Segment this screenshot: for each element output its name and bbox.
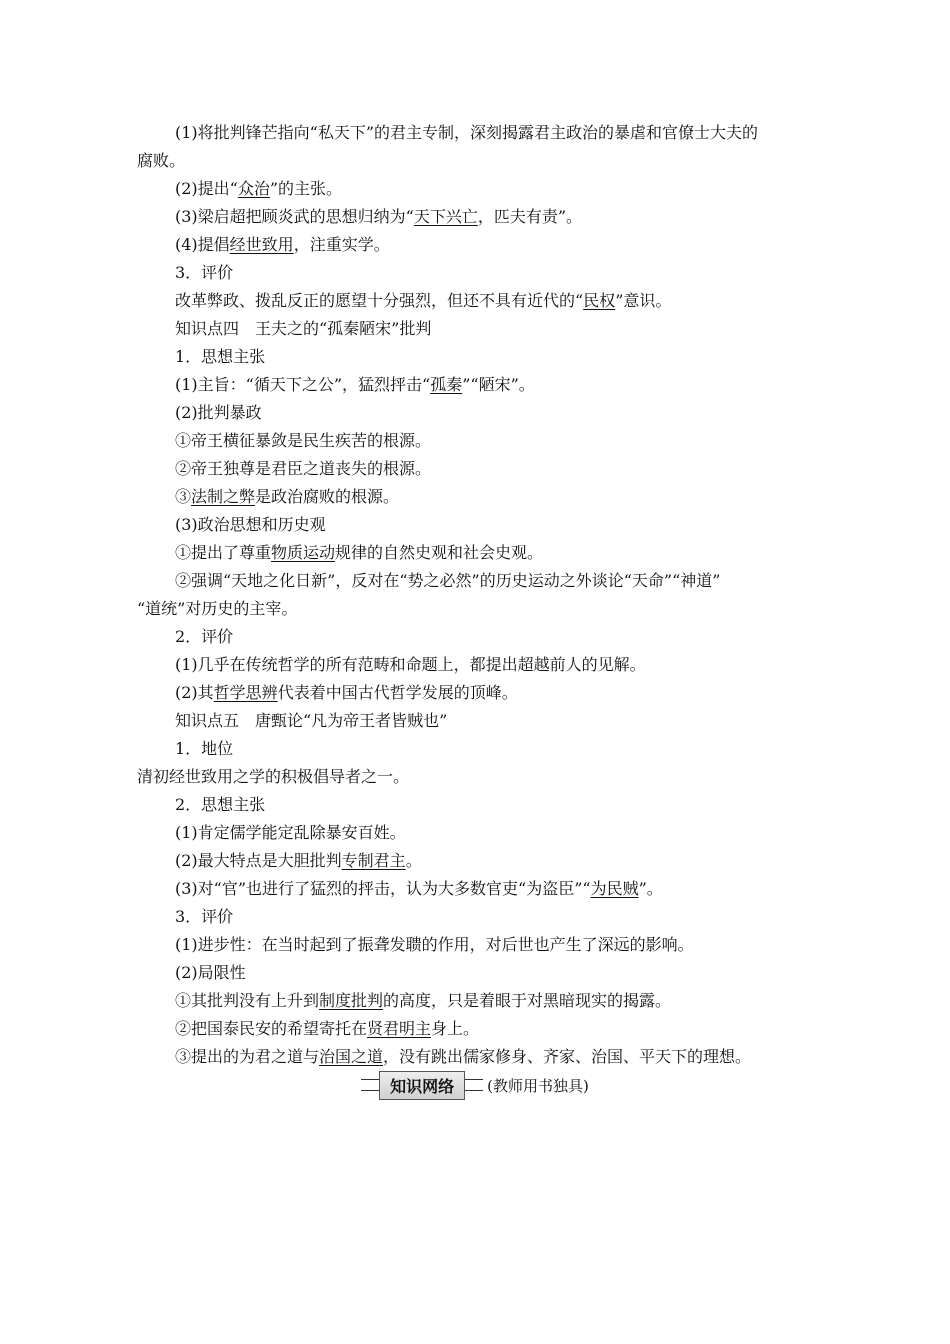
section-title-5 — [137, 711, 827, 731]
underlined-answer: 专制君主 — [341, 851, 406, 870]
paragraph — [137, 571, 827, 591]
text: 改革弊政、拨乱反正的愿望十分强烈，但还不具有近代的“ — [175, 291, 584, 310]
text: “道统”对历史的主宰。 — [137, 599, 298, 618]
underlined-answer: 经世致用 — [229, 235, 294, 254]
paragraph — [137, 991, 827, 1011]
paragraph — [137, 879, 827, 899]
item-3 — [137, 207, 827, 227]
text: (4)提倡 — [175, 235, 230, 254]
paragraph — [137, 1019, 827, 1039]
paragraph — [137, 935, 827, 955]
underlined-answer: 治国之道 — [319, 1047, 384, 1066]
paragraph — [137, 375, 827, 395]
banner-left-bar — [361, 1079, 379, 1091]
knowledge-network-banner — [0, 1073, 950, 1097]
paragraph — [137, 851, 827, 871]
paragraph — [137, 963, 827, 983]
item-4 — [137, 235, 827, 255]
text: ②帝王独尊是君臣之道丧失的根源。 — [175, 459, 432, 478]
text: ③ — [175, 487, 192, 506]
paragraph — [137, 655, 827, 675]
text: 的高度，只是着眼于对黑暗现实的揭露。 — [383, 991, 672, 1010]
heading — [137, 795, 827, 815]
text: (1)进步性：在当时起到了振聋发聩的作用，对后世也产生了深远的影响。 — [175, 935, 694, 954]
text: ”“陋宋”。 — [462, 375, 535, 394]
text: 身上。 — [431, 1019, 480, 1038]
text: (2)最大特点是大胆批判 — [175, 851, 342, 870]
text: 规律的自然史观和社会史观。 — [335, 543, 544, 562]
text: (2)批判暴政 — [175, 403, 262, 422]
text: 清初经世致用之学的积极倡导者之一。 — [137, 767, 410, 786]
text: ，没有跳出儒家修身、齐家、治国、平天下的理想。 — [383, 1047, 752, 1066]
text: (2)其 — [175, 683, 214, 702]
text: 3．评价 — [175, 263, 234, 282]
text: ”的主张。 — [269, 179, 343, 198]
paragraph — [137, 767, 827, 787]
banner-right-bar — [465, 1079, 483, 1091]
heading — [137, 627, 827, 647]
text: ①提出了尊重 — [175, 543, 272, 562]
text: 1．地位 — [175, 739, 234, 758]
heading — [137, 347, 827, 367]
text: ①其批判没有上升到 — [175, 991, 320, 1010]
paragraph — [137, 515, 827, 535]
underlined-answer: 孤秦 — [430, 375, 463, 394]
paragraph — [137, 1047, 827, 1067]
paragraph — [137, 431, 827, 451]
item-2 — [137, 179, 827, 199]
text: (2)提出“ — [175, 179, 238, 198]
underlined-answer: 哲学思辨 — [213, 683, 278, 702]
underlined-answer: 天下兴亡 — [413, 207, 478, 226]
text: (2)局限性 — [175, 963, 246, 982]
heading-evaluation — [137, 263, 827, 283]
text: ①帝王横征暴敛是民生疾苦的根源。 — [175, 431, 432, 450]
text: 是政治腐败的根源。 — [255, 487, 400, 506]
text: (3)梁启超把顾炎武的思想归纳为“ — [175, 207, 414, 226]
banner-note: (教师用书独具) — [487, 1076, 589, 1095]
item-1-line-2 — [137, 151, 827, 171]
text: 代表着中国古代哲学发展的顶峰。 — [277, 683, 518, 702]
paragraph — [137, 823, 827, 843]
text: 。 — [405, 851, 422, 870]
text: 腐败。 — [137, 151, 186, 170]
text: 1．思想主张 — [175, 347, 266, 366]
text: ③提出的为君之道与 — [175, 1047, 320, 1066]
underlined-answer: 物质运动 — [271, 543, 336, 562]
underlined-answer: 为民贼 — [590, 879, 639, 898]
banner-title: 知识网络 — [379, 1071, 465, 1100]
text: 3．评价 — [175, 907, 234, 926]
text: 2．评价 — [175, 627, 234, 646]
heading — [137, 739, 827, 759]
underlined-answer: 制度批判 — [319, 991, 384, 1010]
text: (1)肯定儒学能定乱除暴安百姓。 — [175, 823, 406, 842]
text: (3)对“官”也进行了猛烈的抨击，认为大多数官吏“为盗臣”“ — [175, 879, 591, 898]
text: 2．思想主张 — [175, 795, 266, 814]
underlined-answer: 民权 — [583, 291, 616, 310]
text: ②把国泰民安的希望寄托在 — [175, 1019, 368, 1038]
text: ②强调“天地之化日新”，反对在“势之必然”的历史运动之外谈论“天命”“神道” — [175, 571, 721, 590]
underlined-answer: 贤君明主 — [367, 1019, 432, 1038]
text: ”。 — [638, 879, 663, 898]
heading — [137, 907, 827, 927]
text: (1)主旨：“循天下之公”，猛烈抨击“ — [175, 375, 431, 394]
text: ，匹夫有责”。 — [477, 207, 583, 226]
paragraph — [137, 403, 827, 423]
text: (1)将批判锋芒指向“私天下”的君主专制，深刻揭露君主政治的暴虐和官僚士大夫的 — [175, 123, 759, 142]
text: ”意识。 — [615, 291, 672, 310]
paragraph — [137, 683, 827, 703]
paragraph — [137, 459, 827, 479]
text: (3)政治思想和历史观 — [175, 515, 326, 534]
evaluation-text — [137, 291, 827, 311]
paragraph — [137, 599, 827, 619]
text: 知识点四 王夫之的“孤秦陋宋”批判 — [175, 319, 432, 338]
item-1-line-1 — [137, 123, 827, 143]
text: 知识点五 唐甄论“凡为帝王者皆贼也” — [175, 711, 448, 730]
underlined-answer: 法制之弊 — [191, 487, 256, 506]
banner-box — [361, 1071, 483, 1100]
underlined-answer: 众治 — [237, 179, 270, 198]
text: (1)几乎在传统哲学的所有范畴和命题上，都提出超越前人的见解。 — [175, 655, 646, 674]
paragraph — [137, 487, 827, 507]
text: ，注重实学。 — [293, 235, 390, 254]
section-title-4 — [137, 319, 827, 339]
paragraph — [137, 543, 827, 563]
